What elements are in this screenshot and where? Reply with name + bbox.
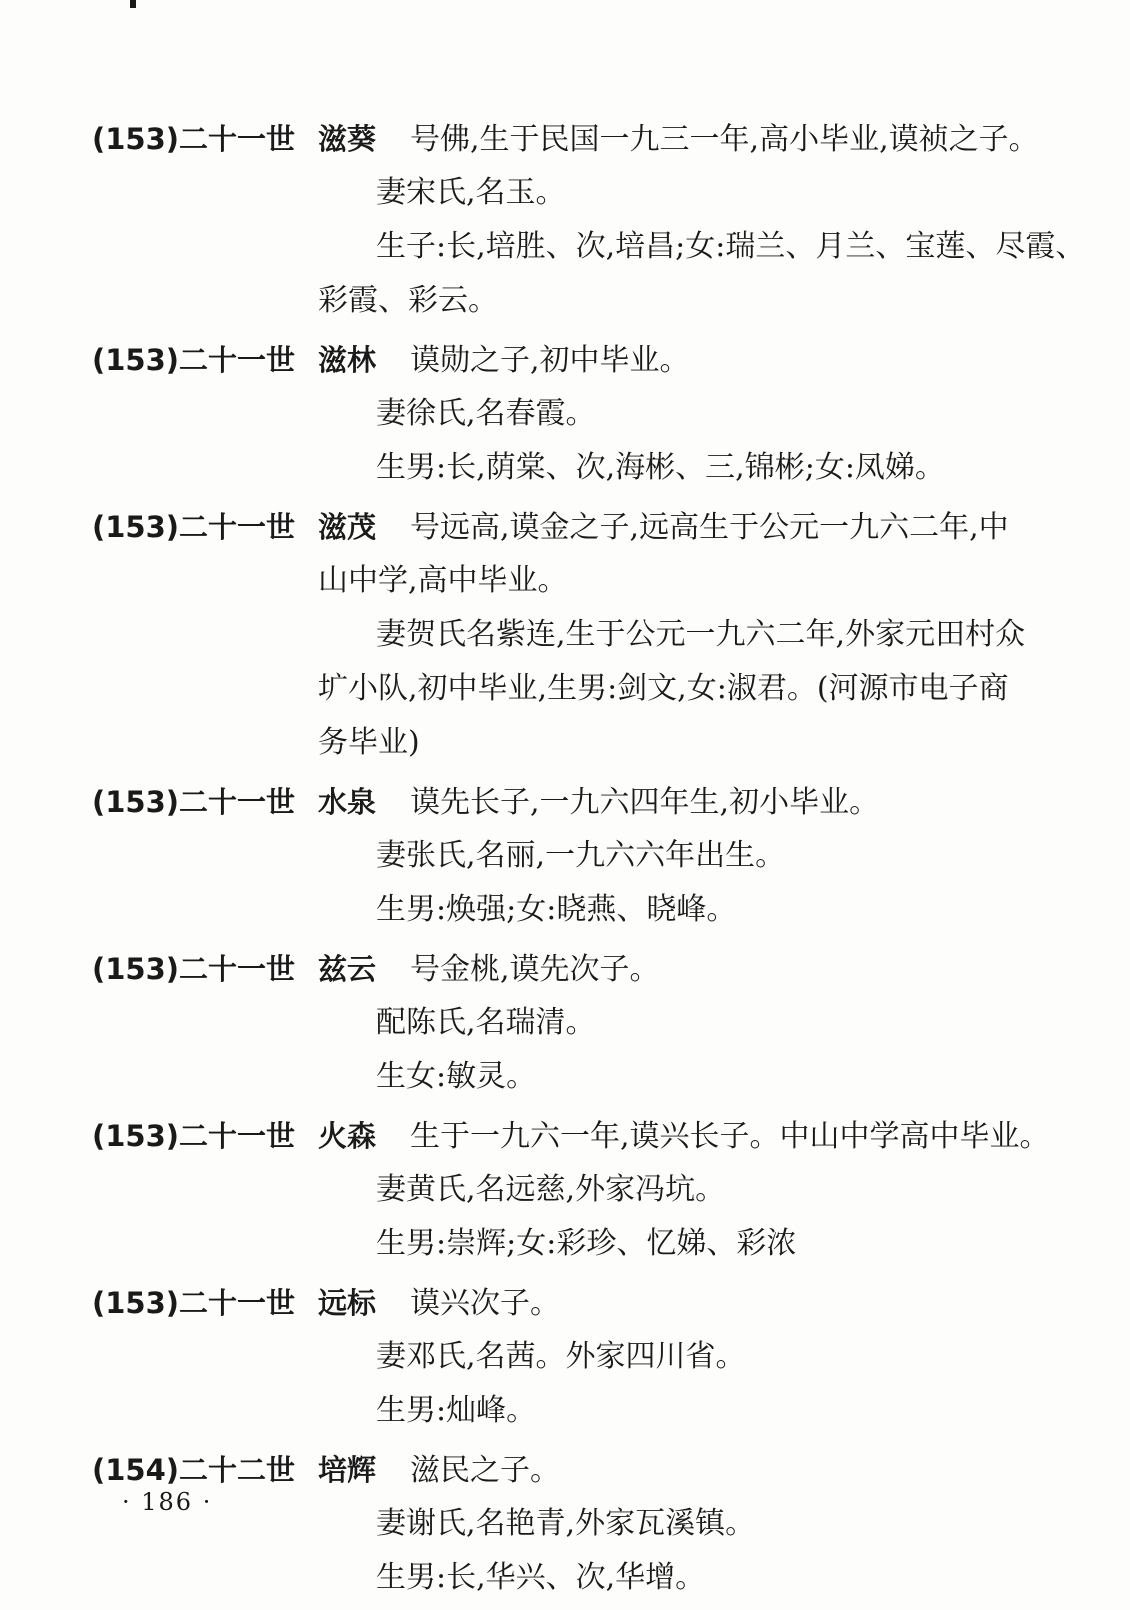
generation-label: (154)二十二世 (92, 1453, 296, 1487)
entry-heading-line (92, 112, 1052, 166)
person-name: 水泉 (318, 785, 377, 819)
person-description: 谟兴次子。 (410, 1286, 560, 1321)
person-description: 号远高,谟金之子,远高生于公元一九六二年,中 (410, 510, 1009, 545)
entry-heading-line (92, 1276, 1052, 1330)
genealogy-entry (92, 500, 1052, 770)
detail-line: 生男:崇辉;女:彩珍、忆娣、彩浓 (376, 1226, 797, 1261)
detail-line: 生男:灿峰。 (376, 1393, 537, 1428)
detail-line: 妻贺氏名紫连,生于公元一九六二年,外家元田村众 (376, 617, 1026, 652)
person-name: 滋葵 (318, 122, 377, 156)
detail-line: 生男:长,荫棠、次,海彬、三,锦彬;女:凤娣。 (376, 450, 945, 485)
detail-line: 妻谢氏,名艳青,外家瓦溪镇。 (376, 1506, 756, 1541)
generation-label: (153)二十一世 (92, 122, 296, 156)
genealogy-entry (92, 1443, 1052, 1605)
detail-line: 妻宋氏,名玉。 (376, 175, 566, 210)
generation-label: (153)二十一世 (92, 1119, 296, 1153)
genealogy-entry (92, 112, 1086, 328)
generation-label: (153)二十一世 (92, 510, 296, 544)
genealogy-entry (92, 942, 1052, 1104)
person-name: 滋林 (318, 343, 377, 377)
continuation-line: 务毕业) (318, 725, 420, 760)
detail-line: 生男:焕强;女:晓燕、晓峰。 (376, 892, 737, 927)
detail-line: 妻张氏,名丽,一九六六年出生。 (376, 838, 786, 873)
detail-line: 生男:长,华兴、次,华增。 (376, 1560, 706, 1595)
generation-label: (153)二十一世 (92, 1286, 296, 1320)
entry-heading-line (92, 1443, 1052, 1497)
person-description: 谟勋之子,初中毕业。 (410, 343, 690, 378)
generation-label: (153)二十一世 (92, 952, 296, 986)
genealogy-entry (92, 775, 1052, 937)
entry-heading-line (92, 942, 1052, 996)
entry-heading-line (92, 333, 1052, 387)
continuation-line: 圹小队,初中毕业,生男:剑文,女:淑君。(河源市电子商 (318, 671, 1009, 706)
detail-line: 妻黄氏,名远慈,外家冯坑。 (376, 1172, 726, 1207)
person-name: 滋茂 (318, 510, 377, 544)
person-description: 生于一九六一年,谟兴长子。中山中学高中毕业。 (410, 1119, 1050, 1154)
continuation-line: 彩霞、彩云。 (318, 283, 498, 318)
genealogy-entry (92, 1109, 1052, 1271)
person-name: 培辉 (318, 1453, 377, 1487)
genealogy-entries (92, 112, 1086, 1610)
person-name: 远标 (318, 1286, 377, 1320)
person-description: 滋民之子。 (410, 1453, 560, 1488)
page-number: · 186 · (122, 1488, 213, 1516)
genealogy-entry (92, 1276, 1052, 1438)
detail-line: 妻徐氏,名春霞。 (376, 396, 596, 431)
detail-line: 生子:长,培胜、次,培昌;女:瑞兰、月兰、宝莲、尽霞、 (376, 229, 1086, 264)
person-name: 兹云 (318, 952, 377, 986)
genealogy-entry (92, 333, 1052, 495)
continuation-line: 山中学,高中毕业。 (318, 563, 568, 598)
generation-label: (153)二十一世 (92, 343, 296, 377)
person-name: 火森 (318, 1119, 377, 1153)
entry-heading-line (92, 1109, 1052, 1163)
person-description: 谟先长子,一九六四年生,初小毕业。 (410, 785, 880, 820)
entry-heading-line (92, 500, 1052, 554)
detail-line: 生女:敏灵。 (376, 1059, 537, 1094)
entry-heading-line (92, 775, 1052, 829)
detail-line: 妻邓氏,名茜。外家四川省。 (376, 1339, 746, 1374)
person-description: 号金桃,谟先次子。 (410, 952, 660, 987)
detail-line: 配陈氏,名瑞清。 (376, 1005, 596, 1040)
scan-corner-mark (130, 0, 136, 8)
person-description: 号佛,生于民国一九三一年,高小毕业,谟祯之子。 (410, 122, 1039, 157)
generation-label: (153)二十一世 (92, 785, 296, 819)
